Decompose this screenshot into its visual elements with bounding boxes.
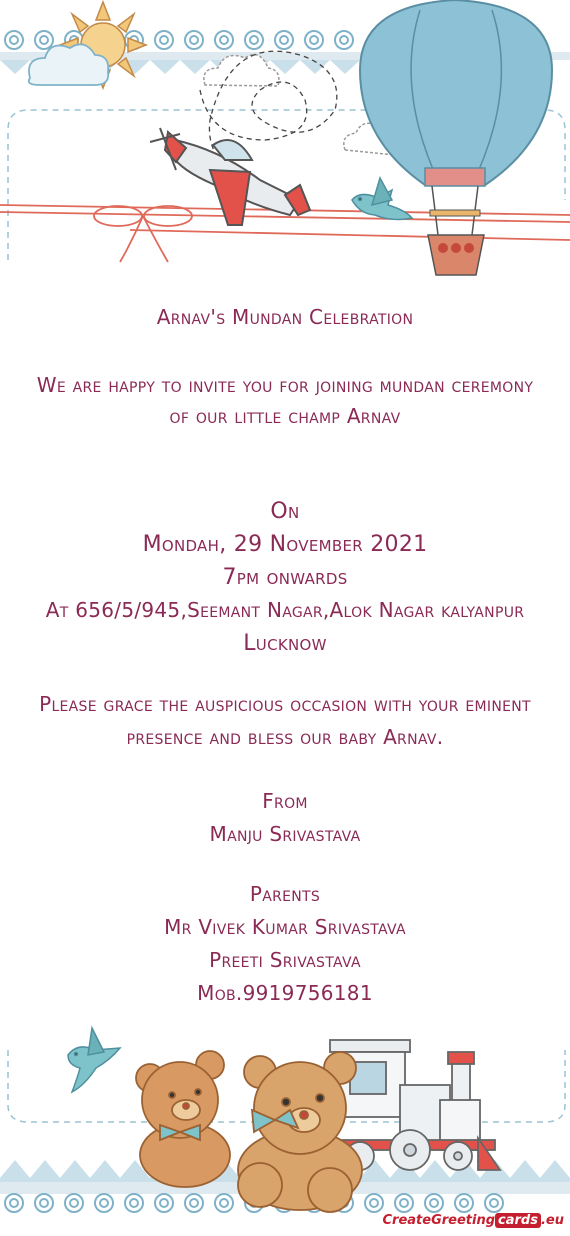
on-label: On — [270, 499, 300, 524]
watermark — [383, 1213, 564, 1228]
invitation-title — [0, 305, 570, 329]
watermark-part-1: CreateGreeting — [382, 1213, 496, 1228]
bird-icon — [352, 178, 412, 219]
title-text: Arnav's Mundan Celebration — [156, 305, 414, 329]
intro-line-2: of our little champ Arnav — [169, 404, 401, 428]
parent-1-name: Mr Vivek Kumar Srivastava — [164, 915, 406, 939]
bird-icon — [68, 1028, 120, 1092]
watermark-part-2: cards — [495, 1213, 541, 1228]
event-details — [0, 495, 570, 660]
intro-line-1: We are happy to invite you for joining mundan ceremony — [36, 373, 534, 397]
from-section — [0, 785, 570, 851]
event-date: Mondah, 29 November 2021 — [142, 532, 428, 557]
airplane-icon — [150, 128, 310, 225]
hot-air-balloon-icon — [360, 0, 552, 275]
intro-paragraph — [0, 370, 570, 432]
top-decoration — [0, 0, 570, 300]
event-time: 7pm onwards — [222, 565, 348, 590]
parents-section — [0, 878, 570, 1010]
parent-2-name: Preeti Srivastava — [209, 948, 361, 972]
grace-line-2: presence and bless our baby Arnav. — [126, 725, 444, 749]
grace-line-1: Please grace the auspicious occasion with your eminent — [39, 692, 531, 716]
from-name: Manju Srivastava — [209, 822, 361, 846]
address-line-2: Lucknow — [243, 631, 327, 656]
bottom-decoration — [0, 1010, 570, 1236]
address-line-1: At 656/5/945,Seemant Nagar,Alok Nagar kalyanpur — [45, 598, 525, 622]
teddy-bear-icon — [238, 1052, 362, 1212]
watermark-part-3: .eu — [540, 1213, 564, 1228]
from-label: From — [262, 789, 308, 813]
parents-label: Parents — [249, 882, 321, 906]
teddy-bear-icon — [136, 1051, 230, 1187]
mobile-number: Mob.9919756181 — [197, 981, 373, 1005]
grace-paragraph — [0, 688, 570, 754]
